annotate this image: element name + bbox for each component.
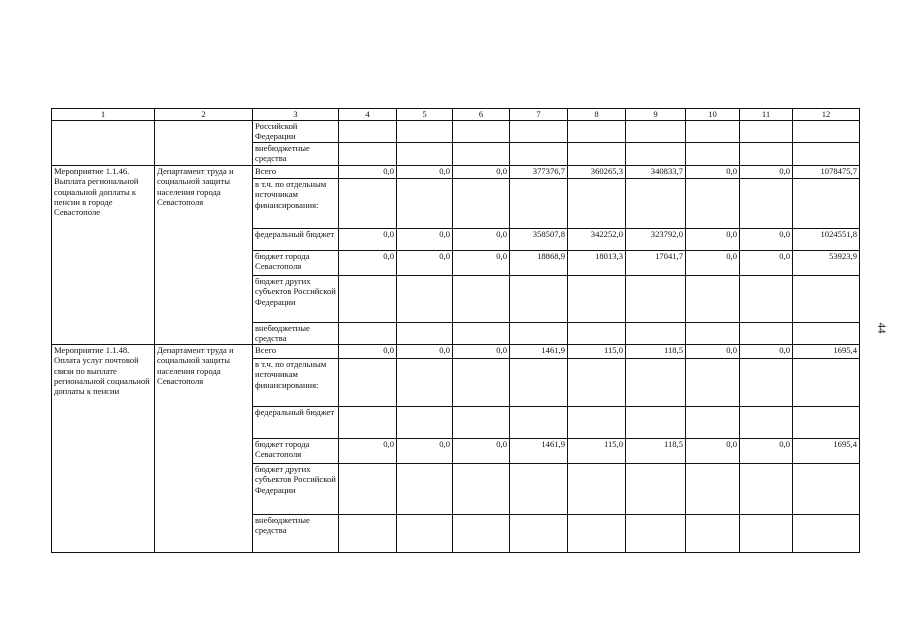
column-header: 1 [52, 109, 155, 121]
column-header: 7 [510, 109, 568, 121]
value-cell [793, 178, 860, 228]
value-cell [686, 358, 740, 406]
value-cell [793, 142, 860, 165]
value-cell [686, 514, 740, 552]
value-cell [626, 358, 686, 406]
value-cell: 342252,0 [568, 228, 626, 250]
table-row [52, 344, 860, 358]
value-cell: 0,0 [740, 228, 793, 250]
value-cell [740, 514, 793, 552]
value-cell: 0,0 [740, 438, 793, 463]
source-cell: в т.ч. по отдельным источникам финансирования: [253, 178, 339, 228]
source-cell: бюджет других субъектов Российской Федерации [253, 463, 339, 514]
value-cell: 0,0 [453, 344, 510, 358]
value-cell [740, 121, 793, 143]
column-header: 5 [397, 109, 453, 121]
value-cell: 0,0 [397, 228, 453, 250]
value-cell [740, 463, 793, 514]
column-header: 11 [740, 109, 793, 121]
value-cell [397, 463, 453, 514]
value-cell [686, 463, 740, 514]
value-cell [510, 514, 568, 552]
value-cell [626, 142, 686, 165]
value-cell [510, 463, 568, 514]
value-cell: 358507,8 [510, 228, 568, 250]
column-header: 2 [155, 109, 253, 121]
value-cell [626, 178, 686, 228]
value-cell [686, 275, 740, 322]
value-cell [397, 275, 453, 322]
measure-cell: Мероприятие 1.1.46. Выплата региональной социальной доплаты к пенсии в городе Севастополе [52, 165, 155, 344]
value-cell: 1461,9 [510, 344, 568, 358]
value-cell: 0,0 [453, 250, 510, 275]
value-cell [793, 322, 860, 344]
source-cell: бюджет города Севастополя [253, 250, 339, 275]
value-cell: 118,5 [626, 344, 686, 358]
value-cell [339, 358, 397, 406]
value-cell: 1461,9 [510, 438, 568, 463]
value-cell [339, 514, 397, 552]
column-header: 4 [339, 109, 397, 121]
value-cell [568, 142, 626, 165]
value-cell: 0,0 [453, 165, 510, 178]
value-cell: 340833,7 [626, 165, 686, 178]
value-cell [453, 275, 510, 322]
value-cell [510, 322, 568, 344]
value-cell: 0,0 [686, 250, 740, 275]
value-cell [397, 142, 453, 165]
value-cell [568, 358, 626, 406]
value-cell [568, 463, 626, 514]
value-cell: 0,0 [453, 228, 510, 250]
value-cell [453, 406, 510, 438]
value-cell [453, 358, 510, 406]
value-cell: 1024551,8 [793, 228, 860, 250]
source-cell: бюджет других субъектов Российской Федерации [253, 275, 339, 322]
value-cell: 1695,4 [793, 438, 860, 463]
value-cell: 0,0 [397, 344, 453, 358]
value-cell [510, 142, 568, 165]
source-cell: в т.ч. по отдельным источникам финансирования: [253, 358, 339, 406]
value-cell [626, 322, 686, 344]
value-cell [453, 322, 510, 344]
value-cell: 115,0 [568, 438, 626, 463]
value-cell: 0,0 [740, 344, 793, 358]
value-cell [793, 463, 860, 514]
value-cell: 0,0 [686, 438, 740, 463]
source-cell: федеральный бюджет [253, 406, 339, 438]
value-cell [626, 406, 686, 438]
value-cell [339, 142, 397, 165]
value-cell: 53923,9 [793, 250, 860, 275]
value-cell [686, 178, 740, 228]
department-cell [155, 121, 253, 166]
value-cell [397, 406, 453, 438]
value-cell [686, 322, 740, 344]
value-cell: 0,0 [339, 438, 397, 463]
value-cell [397, 121, 453, 143]
column-header: 6 [453, 109, 510, 121]
value-cell [453, 142, 510, 165]
value-cell [510, 275, 568, 322]
value-cell [793, 275, 860, 322]
value-cell: 0,0 [686, 344, 740, 358]
value-cell: 0,0 [686, 228, 740, 250]
value-cell [453, 178, 510, 228]
value-cell: 0,0 [339, 165, 397, 178]
value-cell [626, 514, 686, 552]
value-cell [339, 406, 397, 438]
value-cell [740, 142, 793, 165]
measure-cell: Мероприятие 1.1.48. Оплата услуг почтовой связи по выплате региональной социальной доплаты к пенсии [52, 344, 155, 552]
value-cell: 0,0 [339, 228, 397, 250]
value-cell: 118,5 [626, 438, 686, 463]
source-cell: внебюджетные средства [253, 514, 339, 552]
value-cell [740, 322, 793, 344]
value-cell [339, 178, 397, 228]
value-cell: 377376,7 [510, 165, 568, 178]
value-cell [740, 358, 793, 406]
value-cell: 0,0 [397, 250, 453, 275]
value-cell [626, 121, 686, 143]
value-cell [568, 178, 626, 228]
value-cell [793, 358, 860, 406]
value-cell [686, 121, 740, 143]
value-cell [453, 514, 510, 552]
value-cell [793, 514, 860, 552]
value-cell [568, 275, 626, 322]
value-cell: 17041,7 [626, 250, 686, 275]
value-cell: 18868,9 [510, 250, 568, 275]
value-cell [397, 514, 453, 552]
value-cell [740, 406, 793, 438]
value-cell [397, 358, 453, 406]
value-cell [568, 121, 626, 143]
measure-cell [52, 121, 155, 166]
value-cell [510, 178, 568, 228]
column-header: 12 [793, 109, 860, 121]
value-cell: 1695,4 [793, 344, 860, 358]
column-header: 8 [568, 109, 626, 121]
page-number: 44 [875, 322, 888, 334]
value-cell: 0,0 [339, 344, 397, 358]
value-cell [568, 322, 626, 344]
source-cell: Российской Федерации [253, 121, 339, 143]
value-cell: 0,0 [397, 438, 453, 463]
value-cell: 0,0 [740, 165, 793, 178]
value-cell [686, 142, 740, 165]
value-cell [339, 322, 397, 344]
value-cell: 0,0 [397, 165, 453, 178]
value-cell: 0,0 [453, 438, 510, 463]
value-cell [453, 121, 510, 143]
value-cell: 115,0 [568, 344, 626, 358]
table-body [52, 121, 860, 553]
value-cell: 0,0 [686, 165, 740, 178]
source-cell: Всего [253, 165, 339, 178]
source-cell: бюджет города Севастополя [253, 438, 339, 463]
source-cell: Всего [253, 344, 339, 358]
value-cell [339, 463, 397, 514]
value-cell [510, 358, 568, 406]
column-header: 9 [626, 109, 686, 121]
value-cell [339, 275, 397, 322]
value-cell: 323792,0 [626, 228, 686, 250]
value-cell [397, 178, 453, 228]
value-cell: 0,0 [740, 250, 793, 275]
value-cell [510, 121, 568, 143]
column-header: 10 [686, 109, 740, 121]
table-header [52, 109, 860, 121]
department-cell: Департамент труда и социальной защиты населения города Севастополя [155, 165, 253, 344]
value-cell [510, 406, 568, 438]
value-cell: 360265,3 [568, 165, 626, 178]
source-cell: федеральный бюджет [253, 228, 339, 250]
value-cell [740, 275, 793, 322]
value-cell [339, 121, 397, 143]
table-row [52, 121, 860, 143]
value-cell: 18013,3 [568, 250, 626, 275]
budget-table [51, 108, 860, 553]
department-cell: Департамент труда и социальной защиты населения города Севастополя [155, 344, 253, 552]
value-cell [793, 406, 860, 438]
value-cell [568, 514, 626, 552]
value-cell [793, 121, 860, 143]
table-row [52, 165, 860, 178]
value-cell [453, 463, 510, 514]
source-cell: внебюджетные средства [253, 142, 339, 165]
value-cell: 0,0 [339, 250, 397, 275]
source-cell: внебюджетные средства [253, 322, 339, 344]
value-cell [740, 178, 793, 228]
value-cell [397, 322, 453, 344]
value-cell [686, 406, 740, 438]
column-header: 3 [253, 109, 339, 121]
value-cell [626, 275, 686, 322]
value-cell [626, 463, 686, 514]
value-cell [568, 406, 626, 438]
value-cell: 1078475,7 [793, 165, 860, 178]
